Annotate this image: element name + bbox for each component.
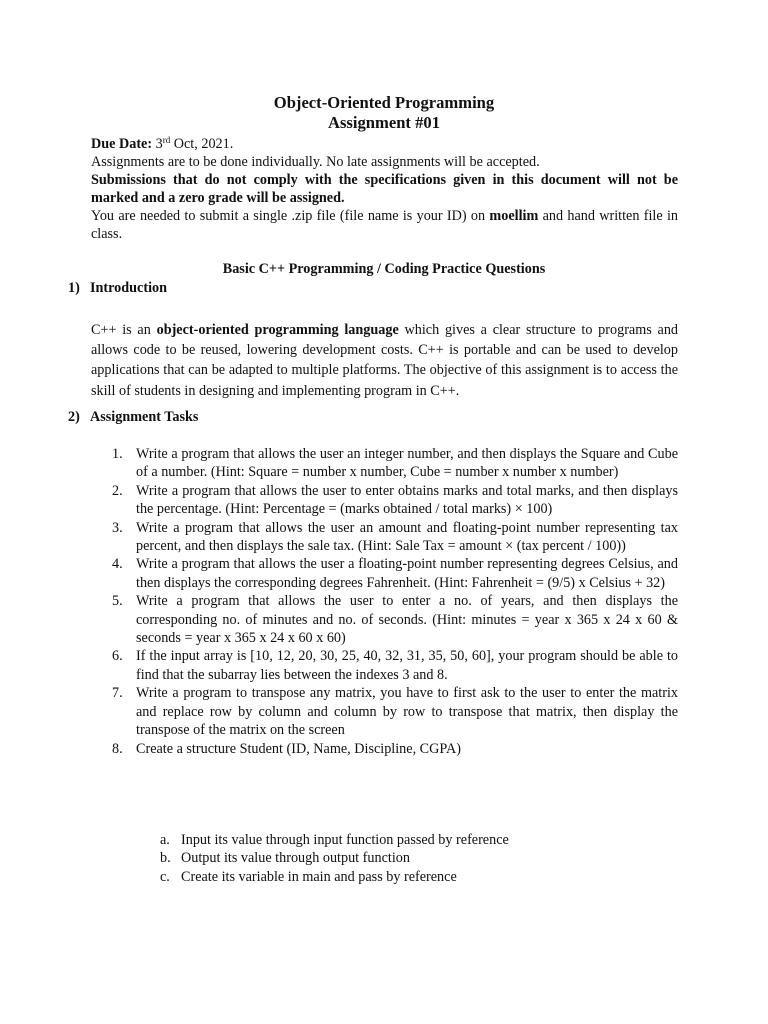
subtask-item: [160, 868, 660, 886]
task-number: 8.: [112, 740, 123, 757]
introduction-heading: [68, 279, 167, 297]
task-text: Write a program to transpose any matrix, you have to first ask to the user to enter the matrix and replace row by column and column by row to transpose that matrix, then display the transpose of the matrix on the screen: [136, 685, 678, 739]
tasks-heading: [68, 408, 198, 426]
task-text: Write a program that allows the user an amount and floating-point number representing tax percent, and then displays the sale tax. (Hint: Sale Tax = amount × (tax percent / 100)): [136, 519, 678, 555]
course-title: Object-Oriented Programming: [273, 93, 495, 112]
intro-text-after: which gives a clear structure to programs and allows code to be reused, lowering development costs. C++ is portable and can be used to develop applications that can be adapted to multiple platforms. The objective of this assignment is to access the skill of students in designing and implementing program in C++.: [91, 322, 679, 399]
introduction-paragraph: [91, 320, 678, 401]
submission-note: [91, 207, 678, 244]
task-item: [112, 684, 678, 739]
intro-text-before: C++ is an: [91, 322, 157, 338]
intro-text-bold: object-oriented programming language: [156, 322, 399, 338]
introduction-number: 1): [68, 280, 80, 296]
task-list: [112, 445, 678, 758]
subtask-text: Input its value through input function passed by reference: [181, 832, 509, 848]
tasks-heading-text: Assignment Tasks: [90, 409, 199, 425]
task-number: 7.: [112, 685, 123, 702]
task-item: [112, 740, 678, 758]
task-text: If the input array is [10, 12, 20, 30, 25, 40, 32, 31, 35, 50, 60], your program should be able to find that the subarray lies between the indexes 3 and 8.: [136, 648, 678, 683]
individual-note: Assignments are to be done individually. No late assignments will be accepted.: [91, 154, 540, 170]
tasks-number: 2): [68, 409, 80, 425]
compliance-warning-text: Submissions that do not comply with the specifications given in this document will not be marked and a zero grade will be assigned.: [91, 172, 678, 207]
submission-note-after: and hand written file in class.: [91, 208, 678, 243]
due-date-label: Due Date:: [91, 136, 153, 152]
task-item: [112, 519, 678, 556]
task-item: [112, 555, 678, 592]
subtask-item: [160, 831, 660, 849]
task-number: 6.: [112, 648, 123, 665]
subtask-letter: c.: [160, 868, 170, 885]
due-date-rest: Oct, 2021.: [170, 136, 234, 152]
submission-note-before: You are needed to submit a single .zip file (file name is your ID) on: [91, 208, 490, 224]
task-text: Create a structure Student (ID, Name, Discipline, CGPA): [136, 740, 461, 757]
compliance-warning: [91, 171, 678, 208]
due-date-day: 3: [155, 136, 163, 152]
task-number: 5.: [112, 593, 123, 610]
subtask-list: [160, 831, 660, 886]
subtask-letter: a.: [160, 832, 170, 848]
subtask-text: Output its value through output function: [181, 850, 410, 867]
task-text: Write a program that allows the user a floating-point number representing degrees Celsius, and then displays the corresponding degrees Fahrenheit. (Hint: Fahrenheit = (9/5) x Celsius + 32): [136, 556, 678, 591]
submission-platform: moellim: [489, 208, 539, 224]
subtask-text: Create its variable in main and pass by reference: [181, 868, 457, 885]
due-date-suffix: rd: [162, 135, 171, 145]
due-date: [91, 135, 678, 153]
subtask-letter: b.: [160, 850, 171, 867]
subtask-item: [160, 849, 660, 867]
task-number: 2.: [112, 482, 123, 499]
task-item: [112, 482, 678, 519]
task-text: Write a program that allows the user an integer number, and then displays the Square and Cube of a number. (Hint: Square = number x number, Cube = number x number x number): [136, 446, 678, 481]
task-text: Write a program that allows the user to enter obtains marks and total marks, and then displays the percentage. (Hint: Percentage = (marks obtained / total marks) × 100): [136, 482, 678, 518]
task-item: [112, 647, 678, 684]
task-text: Write a program that allows the user to enter a no. of years, and then displays the corresponding no. of minutes and no. of seconds. (Hint: minutes = year x 365 x 24 x 60 & seconds = year x 365 x 24 x 60 x 60): [136, 593, 678, 647]
task-number: 4.: [112, 556, 123, 573]
task-item: [112, 445, 678, 482]
assignment-title: Assignment #01: [327, 113, 441, 132]
task-number: 1.: [112, 446, 123, 462]
introduction-heading-text: Introduction: [90, 280, 167, 296]
section-title: Basic C++ Programming / Coding Practice Questions: [222, 261, 546, 277]
task-number: 3.: [112, 519, 123, 536]
task-item: [112, 592, 678, 647]
